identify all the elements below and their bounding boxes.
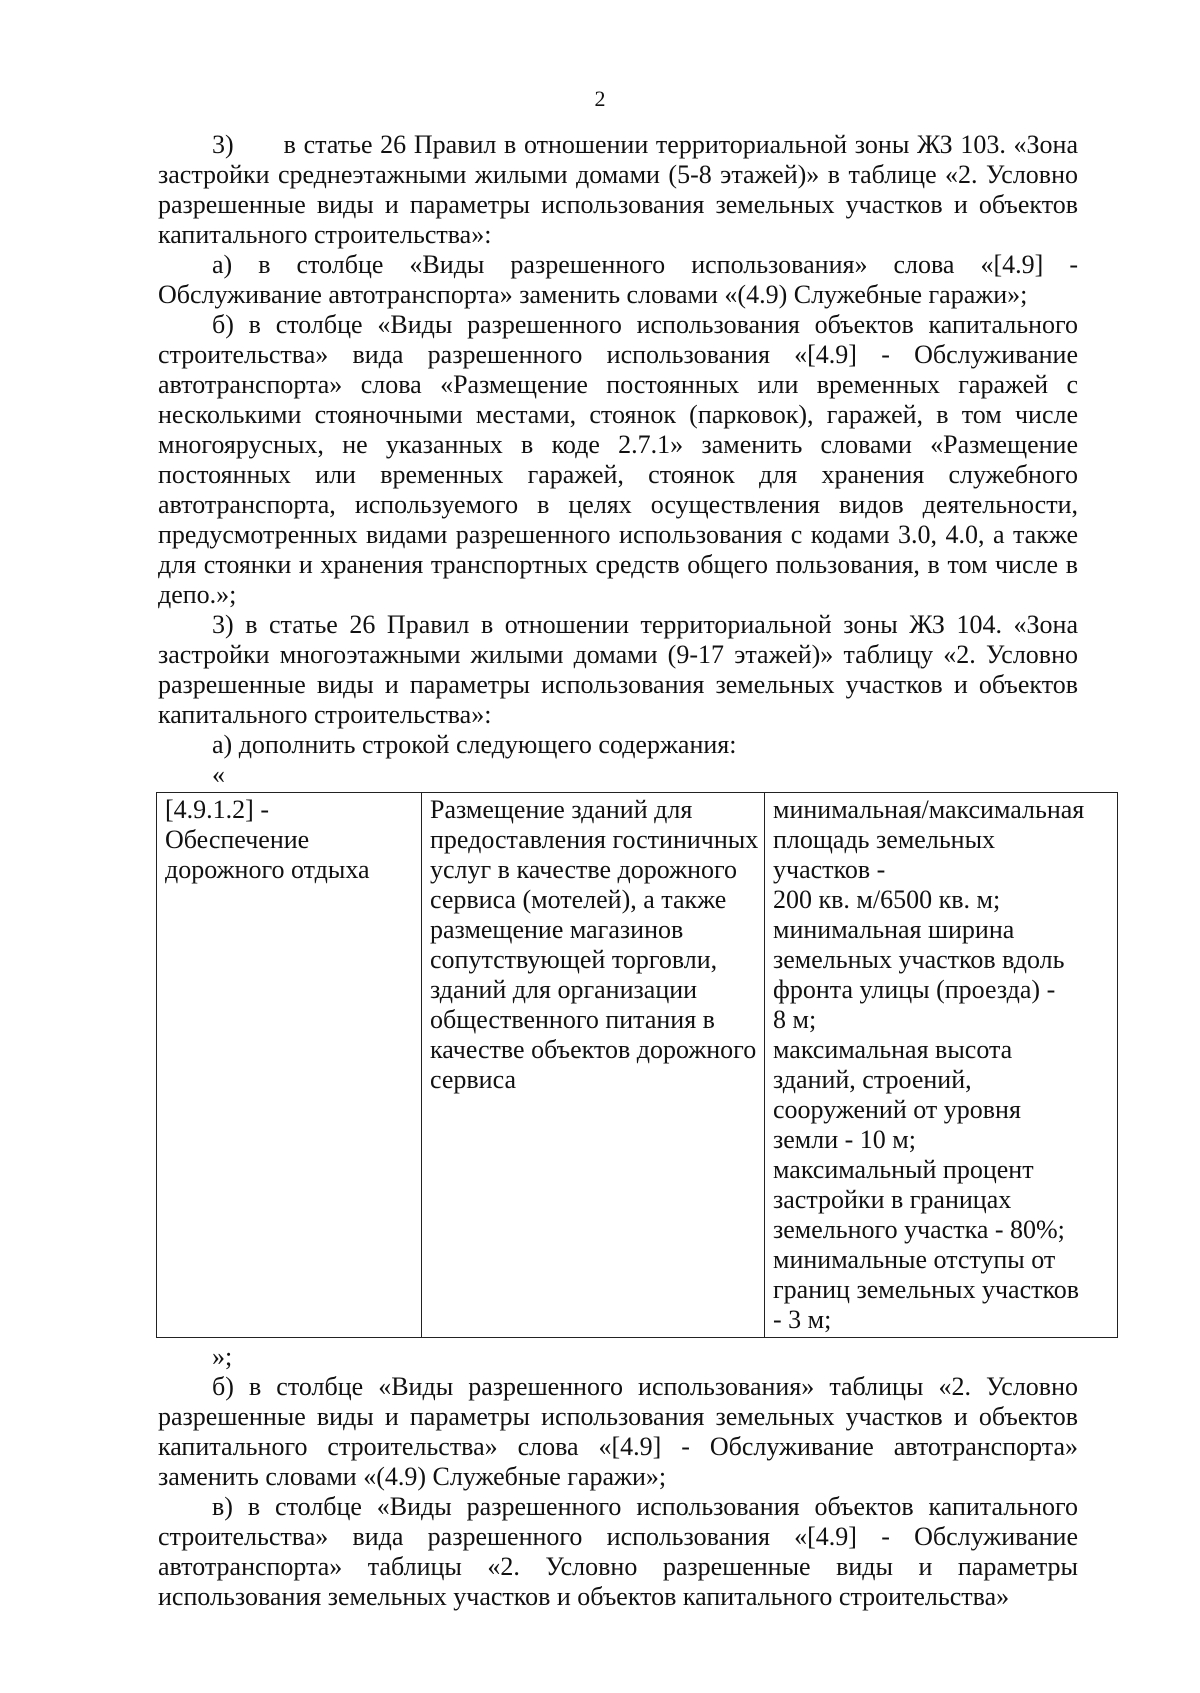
paragraph-b-zhz103: б) в столбце «Виды разрешенного использования объектов капитального строительства» вида разрешенного использования «[4.9] - Обслуживание автотранспорта» слова «Размещение постоянных или временных гаражей с несколькими стояночными местами, стоянок (парковок), гаражей, в том числе многоярусных, не указанных в коде 2.7.1» заменить словами «Размещение постоянных или временных гаражей, стоянок для хранения служебного автотранспорта, используемого в целях осуществления видов деятельности, предусмотренных видами разрешенного использования с кодами 3.0, 4.0, а также для стоянки и хранения транспортных средств общего пользования, в том числе в депо.»; [158, 310, 1078, 609]
cell-line: Размещение зданий для [430, 795, 693, 824]
paragraph-a-zhz103: а) в столбце «Виды разрешенного использования» слова «[4.9] - Обслуживание автотранспорта» заменить словами «(4.9) Служебные гаражи»; [158, 250, 1078, 309]
cell-line: зданий для организации [430, 975, 698, 1004]
inserted-row-table [156, 792, 1118, 1338]
cell-line: сервиса (мотелей), а также [430, 885, 727, 914]
cell-line: Обеспечение [165, 825, 310, 854]
cell-line: участков - [773, 855, 886, 884]
cell-line: максимальная высота [773, 1035, 1013, 1064]
cell-line: сооружений от уровня [773, 1095, 1021, 1124]
table-row [157, 793, 1118, 1338]
cell-line: фронта улицы (проезда) - [773, 975, 1056, 1004]
paragraph-a-zhz104: а) дополнить строкой следующего содержания: [212, 730, 737, 759]
opening-quote: « [212, 760, 225, 789]
cell-line: 8 м; [773, 1005, 817, 1034]
cell-line: услуг в качестве дорожного [430, 855, 737, 884]
cell-line: качестве объектов дорожного [430, 1035, 757, 1064]
cell-line: земельного участка - 80%; [773, 1215, 1065, 1244]
paragraph-b-zhz104: б) в столбце «Виды разрешенного использования» таблицы «2. Условно разрешенные виды и параметры использования земельных участков и объектов капитального строительства» слова «[4.9] - Обслуживание автотранспорта» заменить словами «(4.9) Служебные гаражи»; [158, 1372, 1078, 1491]
cell-line: земельных участков вдоль [773, 945, 1065, 974]
cell-line: размещение магазинов [430, 915, 684, 944]
paragraph-3-number: 3) [212, 130, 234, 159]
cell-line: - 3 м; [773, 1305, 832, 1334]
cell-line: минимальная/максимальная [773, 795, 1085, 824]
cell-line: дорожного отдыха [165, 855, 370, 884]
cell-line: зданий, строений, [773, 1065, 972, 1094]
cell-line: [4.9.1.2] - [165, 795, 269, 824]
cell-line: минимальные отступы от [773, 1245, 1056, 1274]
table-cell-use-type [157, 793, 422, 1338]
cell-line: 200 кв. м/6500 кв. м; [773, 885, 1001, 914]
document-body [158, 130, 1085, 1612]
cell-line: предоставления гостиничных [430, 825, 759, 854]
cell-line: земли - 10 м; [773, 1125, 916, 1154]
cell-line: площадь земельных [773, 825, 996, 854]
cell-line: сервиса [430, 1065, 516, 1094]
paragraph-3-zhz104: 3) в статье 26 Правил в отношении территориальной зоны ЖЗ 104. «Зона застройки многоэтажными жилыми домами (9-17 этажей)» таблицу «2. Условно разрешенные виды и параметры использования земельных участков и объектов капитального строительства»: [158, 610, 1078, 729]
paragraph-3-text: в статье 26 Правил в отношении территориальной зоны ЖЗ 103. «Зона застройки среднеэтажными жилыми домами (5-8 этажей)» в таблице «2. Условно разрешенные виды и параметры использования земельных участков и объектов капитального строительства»: [158, 130, 1078, 249]
cell-line: максимальный процент [773, 1155, 1034, 1184]
closing-quote: »; [212, 1342, 233, 1371]
cell-line: границ земельных участков [773, 1275, 1080, 1304]
table-cell-parameters [765, 793, 1118, 1338]
cell-line: сопутствующей торговли, [430, 945, 718, 974]
cell-line: минимальная ширина [773, 915, 1015, 944]
paragraph-3-zhz103 [158, 130, 1078, 250]
table-cell-description [422, 793, 765, 1338]
cell-line: застройки в границах [773, 1185, 1012, 1214]
page-number: 2 [594, 86, 606, 111]
cell-line: общественного питания в [430, 1005, 715, 1034]
paragraph-v-zhz104: в) в столбце «Виды разрешенного использования объектов капитального строительства» вида разрешенного использования «[4.9] - Обслуживание автотранспорта» таблицы «2. Условно разрешенные виды и параметры использования земельных участков и объектов капитального строительства» [158, 1492, 1078, 1611]
